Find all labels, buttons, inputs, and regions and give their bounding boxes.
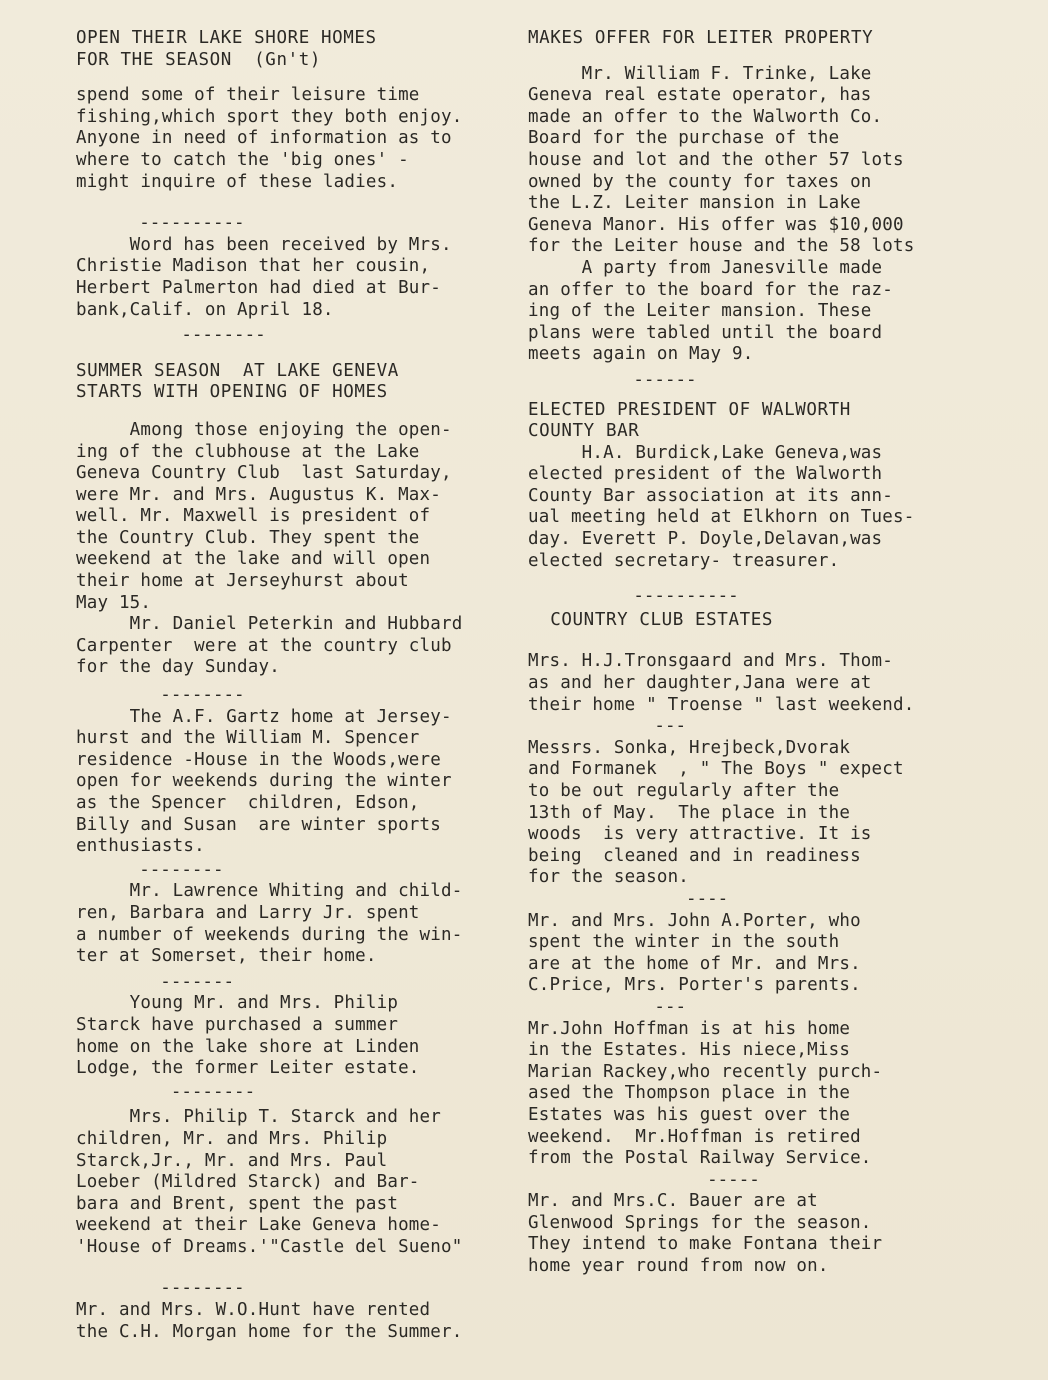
article-paragraph — [76, 993, 538, 1079]
article-heading — [528, 400, 998, 443]
separator-line: ----- — [528, 1169, 760, 1190]
separator-line: --- — [528, 716, 687, 737]
text-line: from the Postal Railway Service. — [528, 1148, 872, 1169]
text-line: weekend at the lake and will open — [76, 549, 431, 570]
text-line: their home " Troense " last weekend. — [528, 694, 915, 715]
text-line: bara and Brent, spent the past — [76, 1193, 399, 1214]
text-line: Geneva real estate operator, has — [528, 85, 872, 106]
article-paragraph — [528, 1191, 998, 1277]
text-line: owned by the county for taxes on — [528, 171, 872, 192]
separator-line: ---------- — [528, 586, 739, 607]
text-line: were Mr. and Mrs. Augustus K. Max- — [76, 484, 442, 505]
separator-line: ---- — [528, 888, 729, 909]
text-line: OPEN THEIR LAKE SHORE HOMES — [76, 28, 377, 48]
text-line: SUMMER SEASON AT LAKE GENEVA — [76, 360, 399, 381]
separator-rule — [76, 213, 538, 235]
article-paragraph — [76, 1107, 538, 1258]
text-line: Geneva Country Club last Saturday, — [76, 463, 452, 484]
text-line: Billy and Susan are winter sports — [76, 814, 442, 835]
text-line: ren, Barbara and Larry Jr. spent — [76, 902, 420, 923]
separator-rule — [76, 685, 538, 707]
text-line: Among those enjoying the open- — [76, 419, 452, 440]
text-line: MAKES OFFER FOR LEITER PROPERTY — [528, 28, 874, 48]
text-line: Mr. and Mrs. W.O.Hunt have rented — [76, 1300, 431, 1321]
separator-rule — [528, 370, 998, 392]
separator-line: -------- — [76, 1081, 256, 1102]
separator-rule — [76, 1082, 538, 1104]
text-line: spent the winter in the south — [528, 932, 840, 953]
text-line: weekend. Mr.Hoffman is retired — [528, 1126, 861, 1147]
text-line: ELECTED PRESIDENT OF WALWORTH — [528, 399, 851, 420]
text-line: fishing,which sport they both enjoy. — [76, 106, 463, 127]
separator-line: ------- — [76, 971, 235, 992]
separator-line: -------- — [76, 1278, 245, 1299]
text-line: are at the home of Mr. and Mrs. — [528, 953, 861, 974]
article-paragraph — [528, 651, 998, 716]
text-line: Herbert Palmerton had died at Bur- — [76, 277, 442, 298]
text-line: in the Estates. His niece,Miss — [528, 1040, 851, 1061]
text-line: Mr. William F. Trinke, Lake — [528, 63, 872, 84]
text-line: Lodge, the former Leiter estate. — [76, 1058, 420, 1079]
text-line: well. Mr. Maxwell is president of — [76, 506, 431, 527]
article-heading — [76, 361, 538, 404]
separator-rule — [528, 1170, 998, 1192]
text-line: for the Leiter house and the 58 lots — [528, 236, 915, 257]
article-paragraph — [528, 911, 998, 997]
text-line: residence -House in the Woods,were — [76, 749, 442, 770]
text-line: elected secretary- treasurer. — [528, 550, 840, 571]
text-line: A party from Janesville made — [528, 257, 883, 278]
text-line: Starck,Jr., Mr. and Mrs. Paul — [76, 1150, 388, 1171]
text-line: ased the Thompson place in the — [528, 1083, 851, 1104]
text-line: meets again on May 9. — [528, 344, 754, 365]
separator-line: -------- — [76, 859, 224, 880]
text-line: ter at Somerset, their home. — [76, 946, 377, 967]
text-line: the L.Z. Leiter mansion in Lake — [528, 193, 861, 214]
text-line: ing of the Leiter mansion. These — [528, 301, 872, 322]
text-line: Christie Madison that her cousin, — [76, 256, 431, 277]
text-line: Starck have purchased a summer — [76, 1014, 399, 1035]
text-line: Mr. Daniel Peterkin and Hubbard — [76, 614, 463, 635]
text-line: STARTS WITH OPENING OF HOMES — [76, 382, 388, 403]
article-paragraph — [76, 235, 538, 321]
article-heading — [528, 610, 998, 632]
text-line: Estates was his guest over the — [528, 1104, 851, 1125]
text-line: COUNTY BAR — [528, 421, 640, 442]
article-heading — [76, 28, 538, 71]
text-line: their home at Jerseyhurst about — [76, 571, 409, 592]
text-line: enthusiasts. — [76, 836, 205, 857]
text-line: C.Price, Mrs. Porter's parents. — [528, 975, 861, 996]
text-line: as and her daughter,Jana were at — [528, 673, 872, 694]
text-line: County Bar association at its ann- — [528, 485, 894, 506]
text-line: ual meeting held at Elkhorn on Tues- — [528, 507, 915, 528]
text-line: weekend at their Lake Geneva home- — [76, 1215, 442, 1236]
article-paragraph — [528, 64, 998, 366]
text-line: open for weekends during the winter — [76, 771, 452, 792]
separator-rule — [528, 716, 998, 738]
text-line: Glenwood Springs for the season. — [528, 1212, 872, 1233]
text-line: Carpenter were at the country club — [76, 635, 452, 656]
left-column — [76, 28, 538, 1343]
text-line: a number of weekends during the win- — [76, 924, 463, 945]
text-line: Mrs. Philip T. Starck and her — [76, 1107, 442, 1128]
text-line: house and lot and the other 57 lots — [528, 149, 904, 170]
right-column — [528, 28, 998, 1278]
text-line: home year round from now on. — [528, 1256, 829, 1277]
separator-line: ---------- — [76, 213, 245, 234]
text-line: Mr.John Hoffman is at his home — [528, 1018, 851, 1039]
text-line: plans were tabled until the board — [528, 322, 883, 343]
text-line: elected president of the Walworth — [528, 464, 883, 485]
article-paragraph — [76, 881, 538, 967]
text-line: 13th of May. The place in the — [528, 802, 851, 823]
text-line: ing of the clubhouse at the Lake — [76, 441, 420, 462]
article-paragraph — [76, 1300, 538, 1343]
separator-line: -------- — [76, 685, 245, 706]
text-line: day. Everett P. Doyle,Delavan,was — [528, 529, 883, 550]
text-line: Young Mr. and Mrs. Philip — [76, 993, 399, 1014]
text-line: FOR THE SEASON (Gn't) — [76, 49, 321, 70]
text-line: Mrs. H.J.Tronsgaard and Mrs. Thom- — [528, 651, 894, 672]
separator-rule — [76, 325, 538, 347]
text-line: for the season. — [528, 867, 690, 888]
separator-rule — [76, 972, 538, 994]
separator-rule — [528, 889, 998, 911]
article-paragraph — [76, 85, 538, 193]
text-line: Marian Rackey,who recently purch- — [528, 1061, 883, 1082]
text-line: an offer to the board for the raz- — [528, 279, 894, 300]
text-line: H.A. Burdick,Lake Geneva,was — [528, 442, 883, 463]
text-line: COUNTRY CLUB ESTATES — [528, 609, 773, 630]
text-line: spend some of their leisure time — [76, 85, 420, 106]
text-line: the C.H. Morgan home for the Summer. — [76, 1321, 463, 1342]
text-line: 'House of Dreams.'"Castle del Sueno" — [76, 1236, 463, 1257]
text-line: Mr. Lawrence Whiting and child- — [76, 881, 463, 902]
text-line: Mr. and Mrs. John A.Porter, who — [528, 910, 861, 931]
text-line: Board for the purchase of the — [528, 128, 840, 149]
separator-line: --- — [528, 996, 687, 1017]
text-line: where to catch the 'big ones' - — [76, 149, 409, 170]
text-line: being cleaned and in readiness — [528, 845, 861, 866]
text-line: home on the lake shore at Linden — [76, 1036, 420, 1057]
text-line: The A.F. Gartz home at Jersey- — [76, 706, 452, 727]
text-line: Messrs. Sonka, Hrejbeck,Dvorak — [528, 737, 851, 758]
text-line: bank,Calif. on April 18. — [76, 299, 334, 320]
article-paragraph — [76, 420, 538, 679]
text-line: might inquire of these ladies. — [76, 171, 399, 192]
text-line: as the Spencer children, Edson, — [76, 793, 420, 813]
separator-rule — [76, 1278, 538, 1300]
article-paragraph — [528, 443, 998, 573]
text-line: They intend to make Fontana their — [528, 1234, 883, 1255]
separator-rule — [528, 586, 998, 608]
separator-line: ------ — [528, 369, 697, 390]
text-line: Anyone in need of information as to — [76, 128, 452, 149]
text-line: children, Mr. and Mrs. Philip — [76, 1128, 388, 1149]
text-line: made an offer to the Walworth Co. — [528, 106, 883, 127]
article-paragraph — [528, 738, 998, 889]
separator-rule — [528, 997, 998, 1019]
article-paragraph — [76, 707, 538, 858]
text-line: to be out regularly after the — [528, 781, 840, 801]
separator-line: -------- — [76, 325, 266, 346]
text-line: the Country Club. They spent the — [76, 527, 420, 548]
text-line: May 15. — [76, 592, 152, 613]
text-line: hurst and the William M. Spencer — [76, 728, 420, 749]
text-line: Loeber (Mildred Starck) and Bar- — [76, 1172, 420, 1193]
text-line: Mr. and Mrs.C. Bauer are at — [528, 1191, 818, 1212]
text-line: for the day Sunday. — [76, 657, 280, 678]
article-heading — [528, 28, 998, 50]
article-paragraph — [528, 1019, 998, 1170]
text-line: and Formanek , " The Boys " expect — [528, 759, 904, 780]
separator-rule — [76, 860, 538, 882]
text-line: Geneva Manor. His offer was $10,000 — [528, 214, 904, 235]
text-line: Word has been received by Mrs. — [76, 234, 452, 255]
text-line: woods is very attractive. It is — [528, 824, 872, 845]
